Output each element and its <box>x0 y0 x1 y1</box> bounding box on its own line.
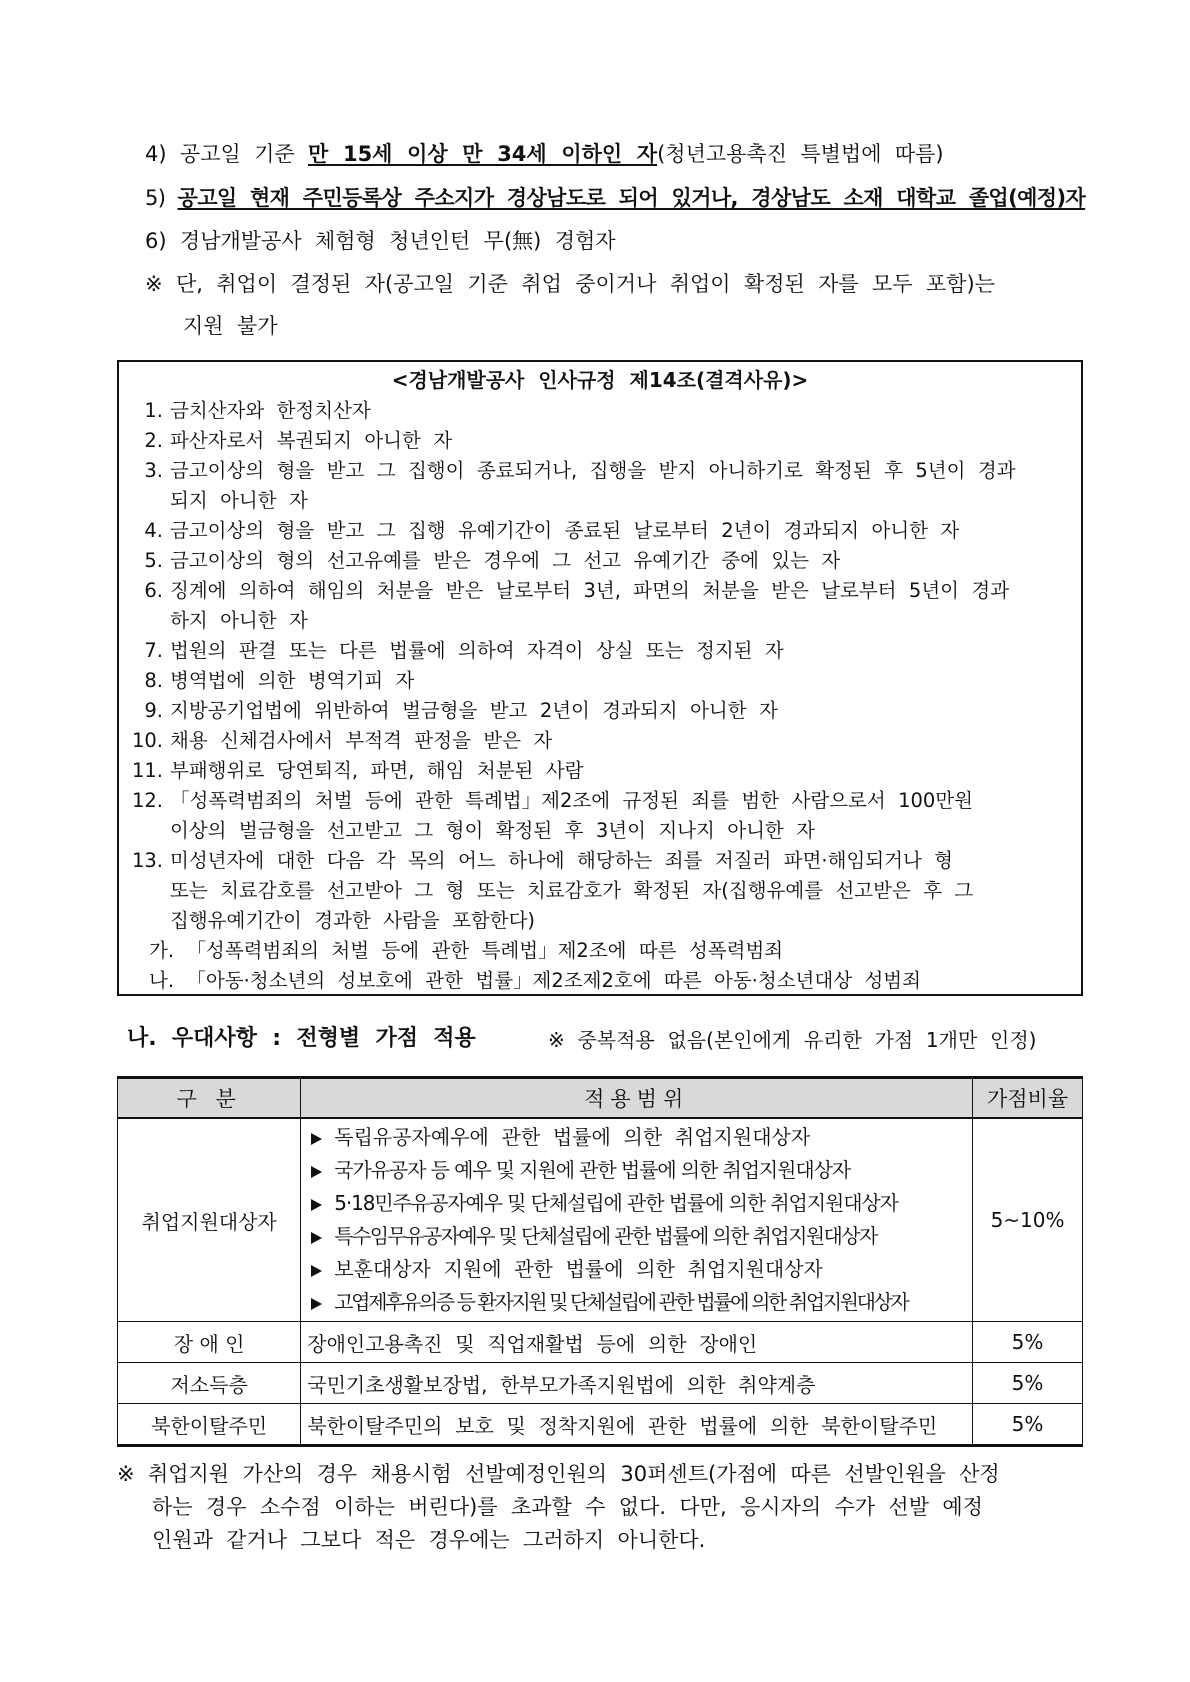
row-scope: 북한이탈주민의 보호 및 정착지원에 관한 법률에 의한 북한이탈주민 <box>301 1404 973 1446</box>
scope-item <box>307 1187 966 1220</box>
triangle-bullet-icon <box>311 1265 322 1277</box>
disqualification-item-number: 9. <box>144 699 163 722</box>
disqualification-item-text: 이상의 벌금형을 선고받고 그 형이 확정된 후 3년이 지나지 아니한 자 <box>170 819 815 842</box>
row-category: 취업지원대상자 <box>118 1118 301 1322</box>
disqualification-title: <경남개발공사 인사규정 제14조(결격사유)> <box>391 368 809 392</box>
row-scope: 장애인고용촉진 및 직업재활법 등에 의한 장애인 <box>301 1322 973 1363</box>
triangle-bullet-icon <box>311 1133 322 1145</box>
criterion-4-age-range: 만 15세 이상 만 34세 이하인 자 <box>308 142 658 166</box>
criterion-5-label: 5) <box>145 186 178 210</box>
scope-item-text: 보훈대상자 지원에 관한 법률에 의한 취업지원대상자 <box>334 1257 823 1281</box>
disqualification-item-number: 5. <box>144 549 163 572</box>
bonus-table-body <box>118 1118 1083 1446</box>
table-row <box>118 1404 1083 1446</box>
row-category: 장 애 인 <box>118 1322 301 1363</box>
row-rate: 5% <box>973 1363 1083 1404</box>
table-row <box>118 1363 1083 1404</box>
preference-section-note: ※ 중복적용 없음(본인에게 유리한 가점 1개만 인정) <box>548 1028 1037 1052</box>
disqualification-item-text: 채용 신체검사에서 부적격 판정을 받은 자 <box>170 729 553 752</box>
scope-item-text: 국가유공자 등 예우 및 지원에 관한 법률에 의한 취업지원대상자 <box>334 1158 851 1182</box>
disqualification-item-text: 금치산자와 한정치산자 <box>170 399 371 422</box>
row-category: 저소득층 <box>118 1363 301 1404</box>
disqualification-item-number: 8. <box>144 669 163 692</box>
scope-item-text: 5·18민주유공자예우 및 단체설립에 관한 법률에 의한 취업지원대상자 <box>334 1191 898 1215</box>
criterion-4 <box>145 139 944 169</box>
disqualification-item-text: 징계에 의하여 해임의 처분을 받은 날로부터 3년, 파면의 처분을 받은 날로부터 5년이 경과 <box>170 579 1010 602</box>
disqualification-item-number: 11. <box>131 759 163 782</box>
row-rate: 5% <box>973 1404 1083 1446</box>
criterion-note-line1: ※ 단, 취업이 결정된 자(공고일 기준 취업 중이거나 취업이 확정된 자를 모두 포함)는 <box>145 272 996 296</box>
disqualification-item-text: 하지 아니한 자 <box>170 609 308 632</box>
scope-item <box>307 1253 966 1286</box>
scope-item <box>307 1121 966 1154</box>
row-rate: 5~10% <box>973 1118 1083 1322</box>
disqualification-item-text: 부패행위로 당연퇴직, 파면, 해임 처분된 사람 <box>170 759 584 782</box>
disqualification-subitem: 나. 「아동·청소년의 성보호에 관한 법률」제2조제2호에 따른 아동·청소년대상 성범죄 <box>149 969 921 992</box>
disqualification-item-text: 「성폭력범죄의 처벌 등에 관한 특례법」제2조에 규정된 죄를 범한 사람으로서 100만원 <box>170 789 973 812</box>
footnote-line1: ※ 취업지원 가산의 경우 채용시험 선발예정인원의 30퍼센트(가점에 따른 선발인원을 산정 <box>117 1462 1000 1486</box>
row-category: 북한이탈주민 <box>118 1404 301 1446</box>
disqualification-item-number: 1. <box>144 399 163 422</box>
table-header-row <box>118 1078 1083 1119</box>
scope-item <box>307 1154 966 1187</box>
triangle-bullet-icon <box>311 1298 322 1310</box>
footnote-line2: 하는 경우 소수점 이하는 버린다)를 초과할 수 없다. 다만, 응시자의 수가 선발 예정 <box>152 1495 983 1519</box>
triangle-bullet-icon <box>311 1199 322 1211</box>
row-scope: 국민기초생활보장법, 한부모가족지원법에 의한 취약계층 <box>301 1363 973 1404</box>
scope-item-text: 고엽제후유의증 등 환자지원 및 단체설립에 관한 법률에 의한 취업지원대상자 <box>334 1290 908 1314</box>
scope-item-text: 독립유공자예우에 관한 법률에 의한 취업지원대상자 <box>334 1125 811 1149</box>
table-row <box>118 1322 1083 1363</box>
criterion-5 <box>145 183 1085 213</box>
bonus-points-table <box>117 1076 1083 1447</box>
disqualification-item-number: 12. <box>131 789 163 812</box>
criterion-note-line2: 지원 불가 <box>183 314 278 338</box>
disqualification-item-text: 병역법에 의한 병역기피 자 <box>170 669 415 692</box>
disqualification-item-number: 7. <box>144 639 163 662</box>
disqualification-item-text: 또는 치료감호를 선고받아 그 형 또는 치료감호가 확정된 자(집행유예를 선고받은 후 그 <box>170 879 974 902</box>
footnote-line3: 인원과 같거나 그보다 적은 경우에는 그러하지 아니한다. <box>152 1528 706 1552</box>
header-rate: 가점비율 <box>973 1078 1083 1119</box>
disqualification-item-number: 6. <box>144 579 163 602</box>
header-scope: 적용범위 <box>301 1078 973 1119</box>
disqualification-item-number: 10. <box>131 729 163 752</box>
disqualification-item-number: 4. <box>144 519 163 542</box>
disqualification-item-number: 13. <box>131 849 163 872</box>
header-category: 구 분 <box>118 1078 301 1119</box>
disqualification-item-text: 법원의 판결 또는 다른 법률에 의하여 자격이 상실 또는 정지된 자 <box>170 639 784 662</box>
disqualification-item-text: 파산자로서 복권되지 아니한 자 <box>170 429 453 452</box>
triangle-bullet-icon <box>311 1166 322 1178</box>
disqualification-item-number: 2. <box>144 429 163 452</box>
scope-item-text: 특수임무유공자예우 및 단체설립에 관한 법률에 의한 취업지원대상자 <box>334 1224 877 1248</box>
triangle-bullet-icon <box>311 1232 322 1244</box>
disqualification-subitem: 가. 「성폭력범죄의 처벌 등에 관한 특례법」제2조에 따른 성폭력범죄 <box>149 939 784 962</box>
disqualification-item-text: 금고이상의 형을 받고 그 집행이 종료되거나, 집행을 받지 아니하기로 확정된 후 5년이 경과 <box>170 459 1016 482</box>
disqualification-item-text: 금고이상의 형의 선고유예를 받은 경우에 그 선고 유예기간 중에 있는 자 <box>170 549 841 572</box>
disqualification-item-text: 되지 아니한 자 <box>170 489 308 512</box>
preference-section-title: 나. 우대사항 : 전형별 가점 적용 <box>127 1026 476 1051</box>
scope-item <box>307 1220 966 1253</box>
table-row <box>118 1118 1083 1322</box>
criterion-5-residence: 공고일 현재 주민등록상 주소지가 경상남도로 되어 있거나, 경상남도 소재 대학교 졸업(예정)자 <box>177 186 1086 210</box>
disqualification-item-number: 3. <box>144 459 163 482</box>
criterion-4-suffix: (청년고용촉진 특별법에 따름) <box>657 142 944 166</box>
disqualification-box <box>117 360 1083 996</box>
criterion-6: 6) 경남개발공사 체험형 청년인턴 무(無) 경험자 <box>145 229 616 253</box>
disqualification-item-text: 지방공기업법에 위반하여 벌금형을 받고 2년이 경과되지 아니한 자 <box>170 699 778 722</box>
scope-item <box>307 1286 966 1319</box>
criterion-4-prefix: 4) 공고일 기준 <box>145 142 309 166</box>
row-scope <box>301 1118 973 1322</box>
disqualification-item-text: 금고이상의 형을 받고 그 집행 유예기간이 종료된 날로부터 2년이 경과되지 아니한 자 <box>170 519 960 542</box>
row-rate: 5% <box>973 1322 1083 1363</box>
disqualification-item-text: 집행유예기간이 경과한 사람을 포함한다) <box>170 909 536 932</box>
disqualification-item-text: 미성년자에 대한 다음 각 목의 어느 하나에 해당하는 죄를 저질러 파면·해임되거나 형 <box>170 849 954 872</box>
